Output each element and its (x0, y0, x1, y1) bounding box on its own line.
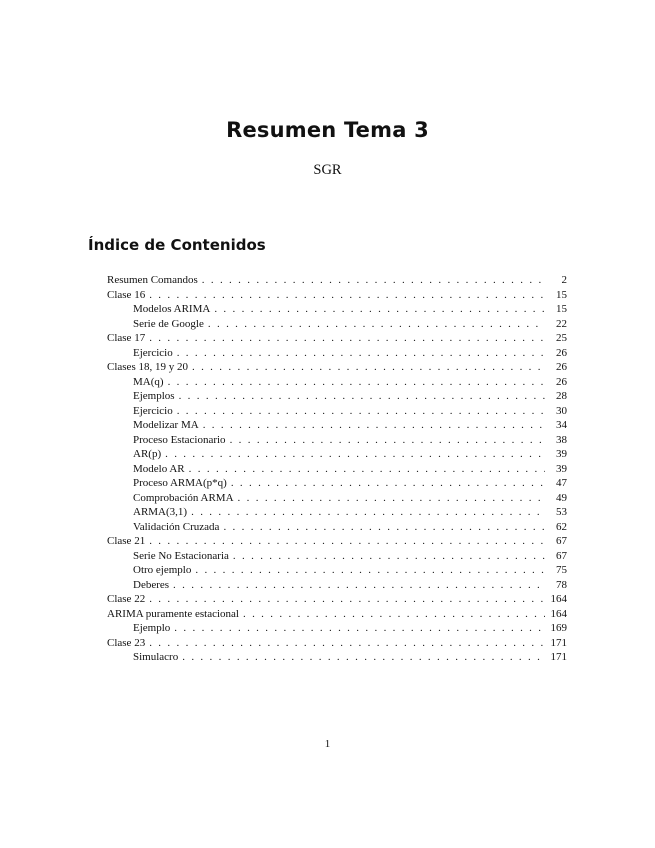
toc-entry[interactable] (107, 491, 567, 506)
toc-entry[interactable] (107, 578, 567, 593)
toc-entry-page: 67 (556, 549, 567, 562)
document-title: Resumen Tema 3 (226, 118, 429, 142)
toc-entry[interactable] (107, 505, 567, 520)
toc-entry-label: Clase 22 (107, 593, 146, 605)
toc-entry-label: Proceso ARMA(p*q) (133, 477, 227, 489)
toc-entry[interactable] (107, 607, 567, 622)
toc-dot-leader (233, 549, 545, 564)
toc-entry-page: 67 (556, 535, 567, 547)
toc-entry[interactable] (107, 375, 567, 390)
toc-entry[interactable] (107, 302, 567, 317)
toc-entry-page: 15 (556, 288, 567, 301)
toc-entry[interactable] (107, 360, 567, 375)
toc-entry-label: Clase 16 (107, 288, 146, 301)
toc-entry-page: 49 (556, 491, 567, 504)
toc-dot-leader (238, 491, 545, 506)
toc-dot-leader (149, 534, 545, 549)
toc-dot-leader (168, 375, 545, 390)
toc-entry-page: 26 (556, 346, 567, 359)
toc-entry-page: 171 (550, 651, 567, 663)
toc-dot-leader (230, 433, 545, 448)
toc-entry[interactable] (107, 331, 567, 346)
toc-dot-leader (179, 389, 545, 404)
toc-entry-page: 15 (556, 303, 567, 315)
toc-entry-page: 26 (556, 375, 567, 388)
toc-entry-label: Ejemplo (133, 622, 171, 634)
toc-entry-label: Clase 17 (107, 332, 146, 344)
toc-dot-leader (177, 404, 545, 419)
toc-entry-page: 26 (556, 361, 567, 373)
toc-dot-leader (223, 520, 545, 535)
toc-entry-page: 169 (550, 622, 567, 634)
toc-entry-page: 34 (556, 419, 567, 431)
page-number: 1 (324, 738, 331, 750)
toc-dot-leader (203, 418, 545, 433)
toc-dot-leader (243, 607, 545, 622)
toc-entry[interactable] (107, 447, 567, 462)
toc-dot-leader (149, 592, 545, 607)
toc-dot-leader (149, 636, 545, 651)
toc-entry[interactable] (107, 563, 567, 578)
toc-dot-leader (174, 621, 545, 636)
toc-dot-leader (192, 360, 545, 375)
toc-entry-page: 47 (556, 477, 567, 489)
toc-entry[interactable] (107, 288, 567, 303)
toc-entry-label: Ejercicio (133, 346, 173, 359)
toc-entry-label: Deberes (133, 578, 170, 591)
toc-entry-label: Resumen Comandos (107, 274, 198, 286)
toc-entry-page: 62 (556, 520, 567, 533)
toc-heading: Índice de Contenidos (88, 236, 266, 254)
toc-entry-label: Otro ejemplo (133, 564, 192, 576)
toc-entry-label: Clases 18, 19 y 20 (107, 361, 188, 373)
toc-entry[interactable] (107, 549, 567, 564)
toc-dot-leader (214, 302, 545, 317)
toc-entry-label: Simulacro (133, 651, 179, 663)
toc-entry[interactable] (107, 433, 567, 448)
toc-dot-leader (191, 505, 545, 520)
toc-dot-leader (189, 462, 545, 477)
toc-entry[interactable] (107, 346, 567, 361)
toc-dot-leader (149, 288, 545, 303)
toc-dot-leader (208, 317, 545, 332)
toc-entry[interactable] (107, 317, 567, 332)
toc-dot-leader (202, 273, 545, 288)
toc-entry-label: Modelizar MA (133, 419, 199, 431)
document-author: SGR (313, 162, 342, 178)
toc-entry-page: 171 (550, 636, 567, 649)
toc-entry-page: 2 (561, 274, 567, 286)
toc-entry[interactable] (107, 534, 567, 549)
toc-entry-label: ARIMA puramente estacional (107, 607, 239, 620)
toc-entry[interactable] (107, 418, 567, 433)
toc-entry-page: 28 (556, 390, 567, 402)
toc-dot-leader (195, 563, 545, 578)
toc-entry-page: 30 (556, 404, 567, 417)
toc-entry[interactable] (107, 650, 567, 665)
toc-entry[interactable] (107, 476, 567, 491)
toc-entry-label: Modelos ARIMA (133, 303, 211, 315)
toc-entry-label: Clase 21 (107, 535, 146, 547)
toc-entry-page: 39 (556, 462, 567, 475)
toc-entry-label: Serie de Google (133, 317, 204, 330)
toc-entry[interactable] (107, 520, 567, 535)
toc-entry-label: Comprobación ARMA (133, 491, 234, 504)
table-of-contents (107, 273, 567, 665)
toc-entry-page: 38 (556, 433, 567, 446)
toc-entry-label: Modelo AR (133, 462, 185, 475)
toc-entry[interactable] (107, 273, 567, 288)
toc-dot-leader (149, 331, 545, 346)
toc-entry-page: 22 (556, 317, 567, 330)
toc-entry[interactable] (107, 621, 567, 636)
toc-entry-label: Proceso Estacionario (133, 433, 226, 446)
toc-entry-page: 39 (556, 448, 567, 460)
toc-dot-leader (177, 346, 545, 361)
toc-entry-page: 164 (550, 607, 567, 620)
toc-entry-page: 164 (550, 593, 567, 605)
toc-entry-label: MA(q) (133, 375, 164, 388)
toc-entry-page: 75 (556, 564, 567, 576)
toc-entry-label: Ejercicio (133, 404, 173, 417)
toc-entry-label: Serie No Estacionaria (133, 549, 229, 562)
toc-entry[interactable] (107, 389, 567, 404)
toc-entry-label: ARMA(3,1) (133, 506, 188, 518)
toc-dot-leader (173, 578, 545, 593)
toc-entry[interactable] (107, 462, 567, 477)
toc-entry[interactable] (107, 636, 567, 651)
toc-entry-label: AR(p) (133, 448, 162, 460)
toc-entry[interactable] (107, 404, 567, 419)
toc-dot-leader (231, 476, 545, 491)
toc-dot-leader (165, 447, 545, 462)
toc-entry[interactable] (107, 592, 567, 607)
toc-entry-label: Clase 23 (107, 636, 146, 649)
toc-dot-leader (182, 650, 545, 665)
toc-entry-label: Validación Cruzada (133, 520, 220, 533)
toc-entry-page: 25 (556, 332, 567, 344)
toc-entry-page: 53 (556, 506, 567, 518)
toc-entry-page: 78 (556, 578, 567, 591)
toc-entry-label: Ejemplos (133, 390, 175, 402)
